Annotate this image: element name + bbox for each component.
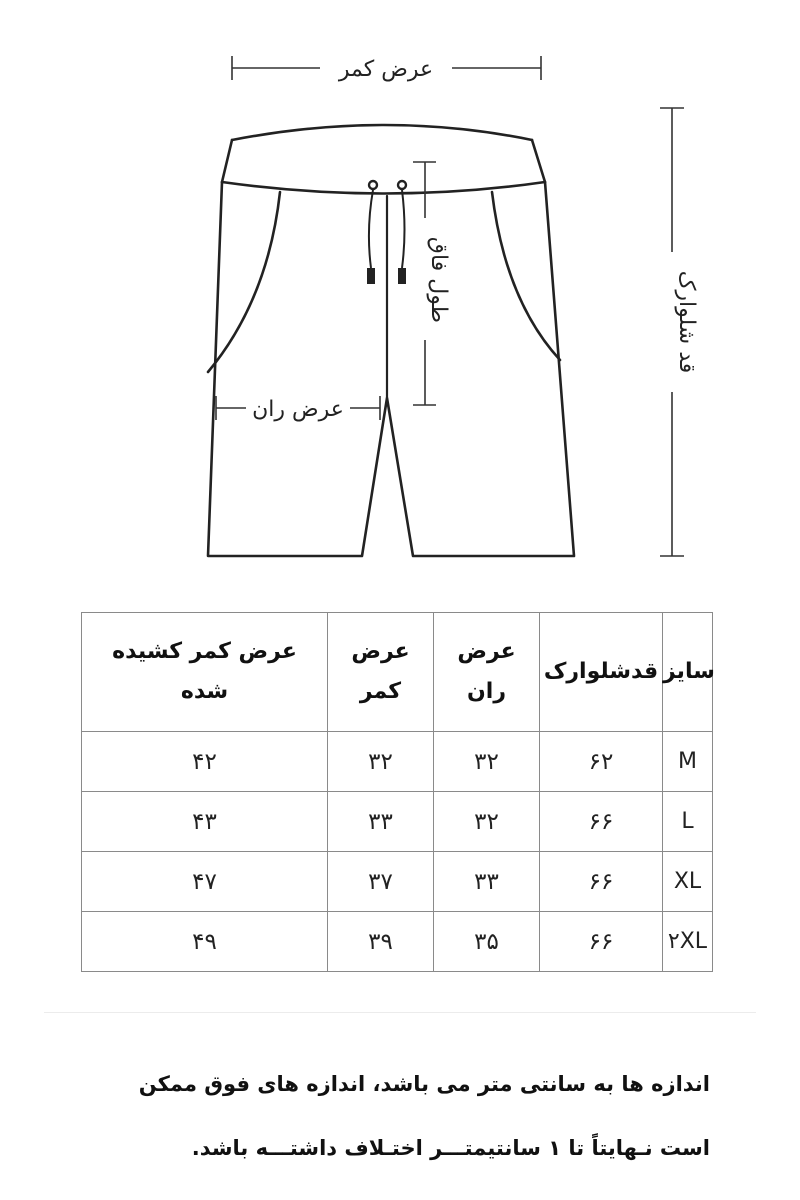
cell-size: ۲XL [663, 912, 713, 972]
cell-length: ۶۲ [540, 732, 663, 792]
rise-length-dimension [413, 162, 451, 405]
measurement-note [60, 1052, 710, 1180]
table-row [82, 732, 713, 792]
shorts-measurement-diagram [0, 0, 800, 590]
table-row [82, 852, 713, 912]
cell-length: ۶۶ [540, 852, 663, 912]
short-length-dimension [660, 108, 699, 556]
header-thigh: عرض ران [434, 613, 540, 732]
waist-width-label: عرض کمر [338, 57, 434, 82]
cell-thigh: ۳۳ [434, 852, 540, 912]
table-row [82, 792, 713, 852]
header-size: سایز [663, 613, 713, 732]
waistband-top [232, 125, 532, 140]
cell-length: ۶۶ [540, 912, 663, 972]
table-row [82, 912, 713, 972]
waist-width-dimension [232, 56, 541, 82]
cell-length: ۶۶ [540, 792, 663, 852]
cell-stretched-waist: ۴۲ [82, 732, 328, 792]
header-length: قدشلوارک [540, 613, 663, 732]
cell-waist: ۳۲ [328, 732, 434, 792]
cell-stretched-waist: ۴۷ [82, 852, 328, 912]
header-waist: عرض کمر [328, 613, 434, 732]
thigh-width-label: عرض ران [252, 397, 344, 422]
size-table [81, 612, 713, 972]
section-divider [44, 1012, 756, 1013]
shorts-body-outline [208, 182, 574, 556]
cell-thigh: ۳۲ [434, 792, 540, 852]
waistband-bottom [222, 182, 545, 194]
cell-thigh: ۳۵ [434, 912, 540, 972]
rise-length-label: طول فاق [426, 236, 451, 324]
cell-stretched-waist: ۴۳ [82, 792, 328, 852]
header-stretched-waist: عرض کمر کشیده شده [82, 613, 328, 732]
cell-stretched-waist: ۴۹ [82, 912, 328, 972]
cell-waist: ۳۷ [328, 852, 434, 912]
table-header-row [82, 613, 713, 732]
cell-size: L [663, 792, 713, 852]
cell-waist: ۳۳ [328, 792, 434, 852]
note-line-2: است نـهایتاً تا ۱ سانتیمتـــر اختـلاف داشتـــه باشد. [191, 1136, 710, 1160]
note-line-1: اندازه ها به سانتی متر می باشد، اندازه های فوق ممکن [138, 1072, 710, 1096]
short-length-label: قد شلوارک [674, 270, 699, 374]
cell-size: XL [663, 852, 713, 912]
cell-waist: ۳۹ [328, 912, 434, 972]
shorts-illustration [208, 125, 574, 556]
right-pocket [492, 192, 560, 360]
thigh-width-dimension [216, 396, 380, 422]
cell-size: M [663, 732, 713, 792]
cell-thigh: ۳۲ [434, 732, 540, 792]
